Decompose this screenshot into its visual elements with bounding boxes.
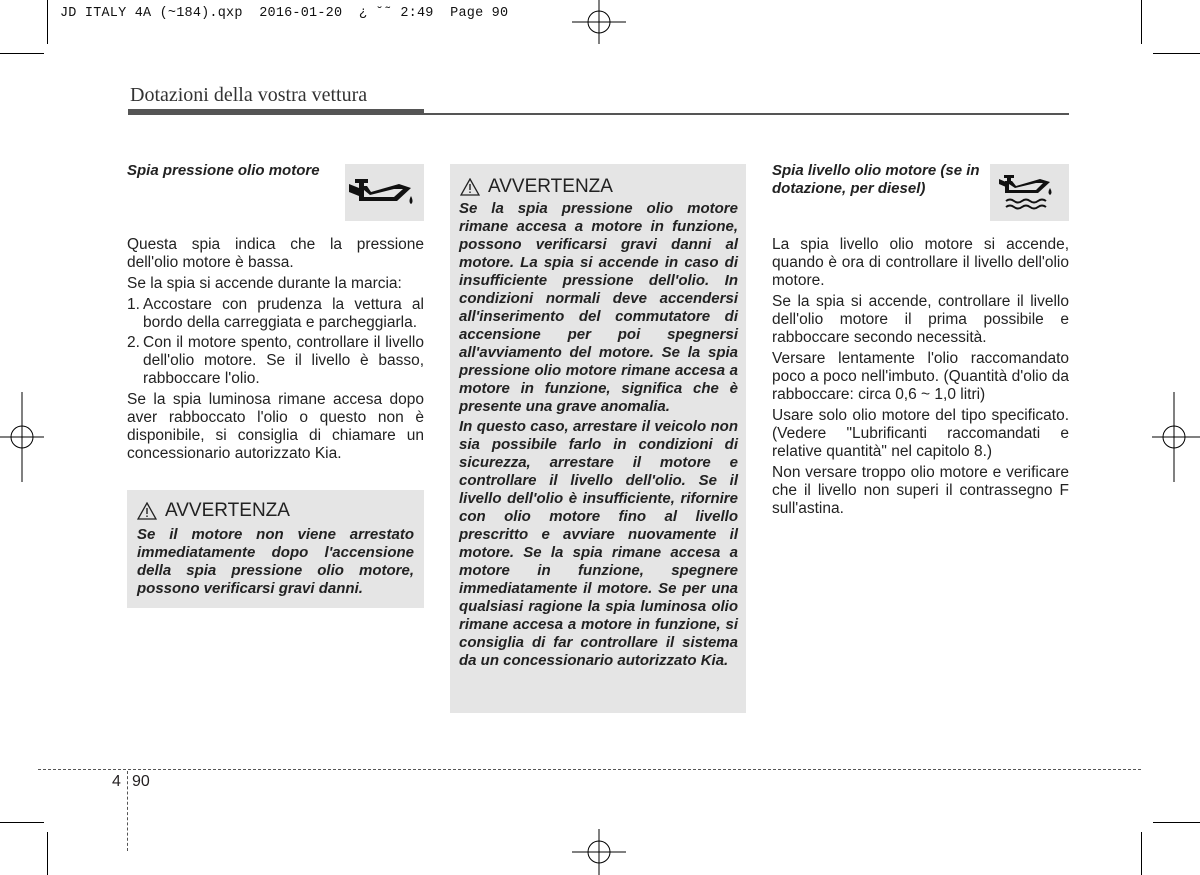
title-rule bbox=[128, 109, 424, 115]
page-number: 90 bbox=[132, 773, 150, 790]
oil-pressure-subhead: Spia pressione olio motore bbox=[127, 162, 320, 179]
warning-box bbox=[127, 490, 424, 608]
step-number: 2. bbox=[127, 334, 140, 351]
warning-text bbox=[459, 200, 738, 670]
crop-mark bbox=[1153, 822, 1200, 823]
warning-title: AVVERTENZA bbox=[165, 500, 290, 521]
step-text: Con il motore spento, controllare il livello dell'olio motore. Se il livello è basso, rabboccare l'olio. bbox=[143, 334, 424, 387]
warning-title: AVVERTENZA bbox=[488, 176, 613, 197]
paragraph: Se la spia si accende durante la marcia: bbox=[127, 275, 402, 292]
oil-level-icon-box bbox=[990, 164, 1069, 221]
paragraph: Versare lentamente l'olio raccomandato poco a poco nell'imbuto. (Quantità d'olio da rabboccare: circa 0,6 ~ 1,0 litri) bbox=[772, 350, 1069, 403]
paragraph: Non versare troppo olio motore e verificare che il livello non superi il contrassegno F sull'astina. bbox=[772, 464, 1069, 517]
section-title: Dotazioni della vostra vettura bbox=[130, 84, 368, 106]
list-item bbox=[127, 296, 424, 332]
step-list bbox=[127, 296, 424, 388]
paragraph: Se il motore non viene arrestato immediatamente dopo l'accensione della spia pressione olio motore, possono verificarsi gravi danni. bbox=[137, 526, 414, 597]
oil-level-body bbox=[772, 236, 1069, 521]
crop-mark bbox=[1141, 0, 1142, 44]
warning-heading bbox=[137, 500, 424, 522]
crop-mark bbox=[1153, 53, 1200, 54]
registration-mark-icon bbox=[1152, 392, 1200, 482]
paragraph: La spia livello olio motore si accende, quando è ora di controllare il livello dell'olio motore. bbox=[772, 236, 1069, 289]
footer-rule bbox=[38, 769, 1141, 770]
registration-mark-icon bbox=[572, 829, 626, 875]
paragraph: In questo caso, arrestare il veicolo non sia possibile farlo in condizioni di sicurezza, arrestare il motore e controllare il livello dell'olio. Se il livello dell'olio è insufficiente, rifornire con olio motore fino al livello prescritto e avviare nuovamente il motore. Se la spia rimane accesa a motore in funzione, spegnere immediatamente il motore. Se per una qualsiasi ragione la spia luminosa olio rimane accesa a motore in funzione, si consiglia di far controllare il sistema da un concessionario autorizzato Kia. bbox=[459, 418, 738, 669]
warning-text bbox=[137, 526, 414, 598]
paragraph: Questa spia indica che la pressione dell'olio motore è bassa. bbox=[127, 236, 424, 271]
footer-divider bbox=[127, 771, 128, 851]
crop-mark bbox=[47, 832, 48, 875]
oil-pressure-body bbox=[127, 236, 424, 466]
oil-level-warning-icon bbox=[990, 164, 1069, 221]
print-slug: JD ITALY 4A (~184).qxp 2016-01-20 ¿ ˘˜ 2:49 Page 90 bbox=[60, 6, 509, 21]
paragraph: Usare solo olio motore del tipo specificato. (Vedere "Lubrificanti raccomandati e relative quantità" nel capitolo 8.) bbox=[772, 407, 1069, 460]
list-item bbox=[127, 334, 424, 388]
paragraph: Se la spia pressione olio motore rimane accesa a motore in funzione, possono verificarsi gravi danni al motore. La spia si accende in caso di insufficiente pressione dell'olio. In condizioni normali deve accendersi all'inserimento del commutatore di accensione per poi spegnersi all'avviamento del motore. Se la spia pressione olio motore rimane accesa a motore in funzione, significa che è presente una grave anomalia. bbox=[459, 200, 738, 415]
oil-pressure-icon-box bbox=[345, 164, 424, 221]
registration-mark-icon bbox=[0, 392, 44, 482]
warning-triangle-icon bbox=[137, 502, 157, 520]
title-rule bbox=[424, 113, 1069, 115]
crop-mark bbox=[1141, 832, 1142, 875]
warning-heading bbox=[460, 176, 746, 198]
crop-mark bbox=[0, 53, 44, 54]
warning-triangle-icon bbox=[460, 178, 480, 196]
oil-pressure-warning-icon bbox=[345, 164, 424, 221]
warning-box bbox=[450, 164, 746, 713]
step-number: 1. bbox=[127, 296, 140, 313]
chapter-number: 4 bbox=[112, 773, 121, 790]
paragraph: Se la spia luminosa rimane accesa dopo aver rabboccato l'olio o questo non è disponibile, si consiglia di chiamare un concessionario autorizzato Kia. bbox=[127, 391, 424, 462]
paragraph: Se la spia si accende, controllare il livello dell'olio motore il prima possibile e rabboccare secondo necessità. bbox=[772, 293, 1069, 346]
registration-mark-icon bbox=[572, 0, 626, 44]
step-text: Accostare con prudenza la vettura al bordo della carreggiata e parcheggiarla. bbox=[143, 296, 424, 331]
oil-level-subhead: Spia livello olio motore (se in dotazione, per diesel) bbox=[772, 162, 980, 197]
crop-mark bbox=[47, 0, 48, 44]
crop-mark bbox=[0, 822, 44, 823]
